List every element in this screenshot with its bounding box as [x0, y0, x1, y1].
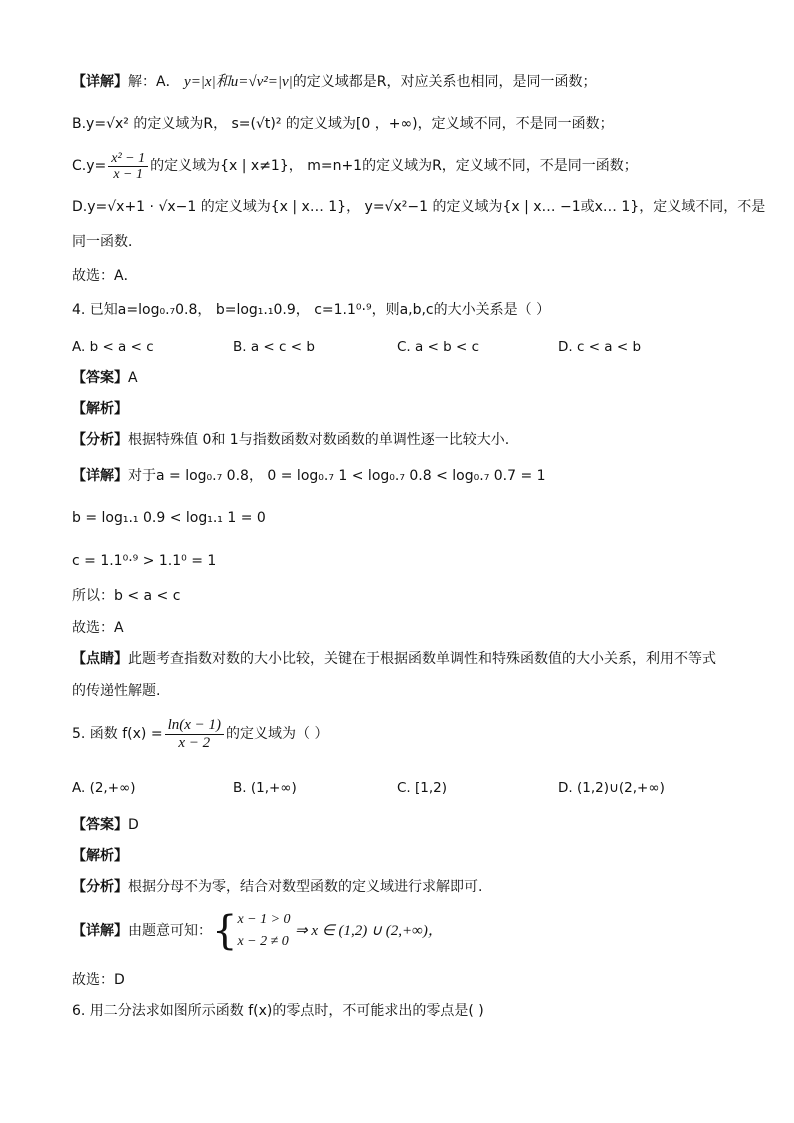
q5-frac-den: x − 2: [178, 734, 211, 751]
q5-stem: [72, 716, 328, 752]
q5-option-d: D. (1,2)∪(2,+∞): [558, 780, 665, 796]
q3-detail-line-5: 同一函数．: [72, 234, 142, 250]
q3-detail-line-1: [72, 72, 597, 92]
method-tag: 【分析】: [72, 879, 128, 895]
answer-tag: 【答案】: [72, 817, 128, 833]
method-tag: 【分析】: [72, 432, 128, 448]
q5-frac-num: ln(x − 1): [165, 717, 224, 735]
q4-option-a: A. b < a < c: [72, 339, 154, 355]
q5-system: [237, 909, 290, 953]
q3-l1-math: y=|x|和u=√v²=|v|: [184, 74, 293, 90]
q5-d-b: ⇒ x ∈ (1,2) ∪ (2,+∞)，: [295, 923, 443, 939]
q4-method: 根据特殊值 0和 1与指数函数对数函数的单调性逐一比较大小.: [128, 432, 510, 448]
q5-d-a: 由题意可知：: [128, 923, 212, 939]
detail-tag: 【详解】: [72, 923, 128, 939]
q5-option-b: B. (1,+∞): [233, 780, 297, 796]
q4-stem: 4. 已知a=log₀.₇0.8， b=log₁.₁0.9， c=1.1⁰·⁹，则a,b,c的大小关系是（ ）: [72, 302, 551, 318]
q4-comment-1: 此题考查指数对数的大小比较，关键在于根据函数单调性和特殊函数值的大小关系，利用不等式: [128, 651, 716, 667]
q4-option-b: B. a < c < b: [233, 339, 315, 355]
detail-tag: 【详解】: [72, 468, 128, 484]
q5-detail-line: [72, 906, 443, 956]
q5-fraction: [165, 717, 224, 752]
q4-analysis-tag: 【解析】: [72, 401, 128, 417]
q5-stem-b: 的定义域为（ ）: [226, 726, 329, 742]
q3-frac-num: x² − 1: [108, 151, 148, 167]
q3-l1-c: 的定义域都是R，对应关系也相同，是同一函数；: [292, 74, 597, 90]
comment-tag: 【点睛】: [72, 651, 128, 667]
q3-pick: 故选：A．: [72, 268, 138, 284]
q5-answer-line: [72, 815, 139, 835]
q4-option-c: C. a < b < c: [397, 339, 480, 355]
q5-stem-a: 5. 函数 f(x) =: [72, 726, 163, 742]
q5-pick: 故选：D: [72, 972, 125, 988]
q3-fraction: [108, 151, 148, 182]
q4-detail-line-2: b = log₁.₁ 0.9 < log₁.₁ 1 = 0: [72, 510, 266, 526]
brace-symbol: {: [212, 908, 238, 954]
q5-option-a: A. (2,+∞): [72, 780, 136, 796]
q4-detail-line-1: [72, 466, 546, 486]
q5-analysis-tag: 【解析】: [72, 848, 128, 864]
q5-system-2: x − 2 ≠ 0: [237, 934, 289, 949]
q3-detail-line-3: [72, 150, 638, 182]
q4-pick: 故选：A: [72, 620, 124, 636]
q5-method: 根据分母不为零，结合对数型函数的定义域进行求解即可.: [128, 879, 483, 895]
q3-l1-a: 解：A．: [128, 74, 180, 90]
q4-detail-line-3: c = 1.1⁰·⁹ > 1.1⁰ = 1: [72, 553, 217, 569]
q4-d1: 对于a = log₀.₇ 0.8， 0 = log₀.₇ 1 < log₀.₇ 0.8 < log₀.₇ 0.7 = 1: [128, 468, 546, 484]
q6-stem: 6. 用二分法求如图所示函数 f(x)的零点时，不可能求出的零点是( ): [72, 1003, 484, 1019]
q4-option-d: D. c < a < b: [558, 339, 642, 355]
q4-comment-line-2: 的传递性解题.: [72, 683, 161, 699]
answer-tag: 【答案】: [72, 370, 128, 386]
q5-method-line: [72, 877, 482, 897]
q3-l3-b: 的定义域为{x | x≠1}， m=n+1的定义域为R，定义域不同，不是同一函数；: [150, 158, 638, 174]
q4-comment-line-1: [72, 649, 716, 669]
detail-tag: 【详解】: [72, 74, 128, 90]
q4-answer-line: [72, 368, 138, 388]
q5-answer: D: [128, 817, 139, 833]
q4-method-line: [72, 430, 509, 450]
q3-l3-a: C.y=: [72, 158, 107, 174]
q3-detail-line-4: D.y=√x+1 · √x−1 的定义域为{x | x… 1}， y=√x²−1 的定义域为{x | x… −1或x… 1}，定义域不同，不是: [72, 199, 766, 215]
q3-detail-line-2: B.y=√x² 的定义域为R， s=(√t)² 的定义域为[0 ，+∞)，定义域不同，不是同一函数；: [72, 116, 614, 132]
q5-option-c: C. [1,2): [397, 780, 448, 796]
q4-answer: A: [128, 370, 138, 386]
q3-frac-den: x − 1: [113, 166, 144, 182]
q4-conclusion: 所以：b < a < c: [72, 588, 181, 604]
q5-system-1: x − 1 > 0: [237, 912, 291, 927]
